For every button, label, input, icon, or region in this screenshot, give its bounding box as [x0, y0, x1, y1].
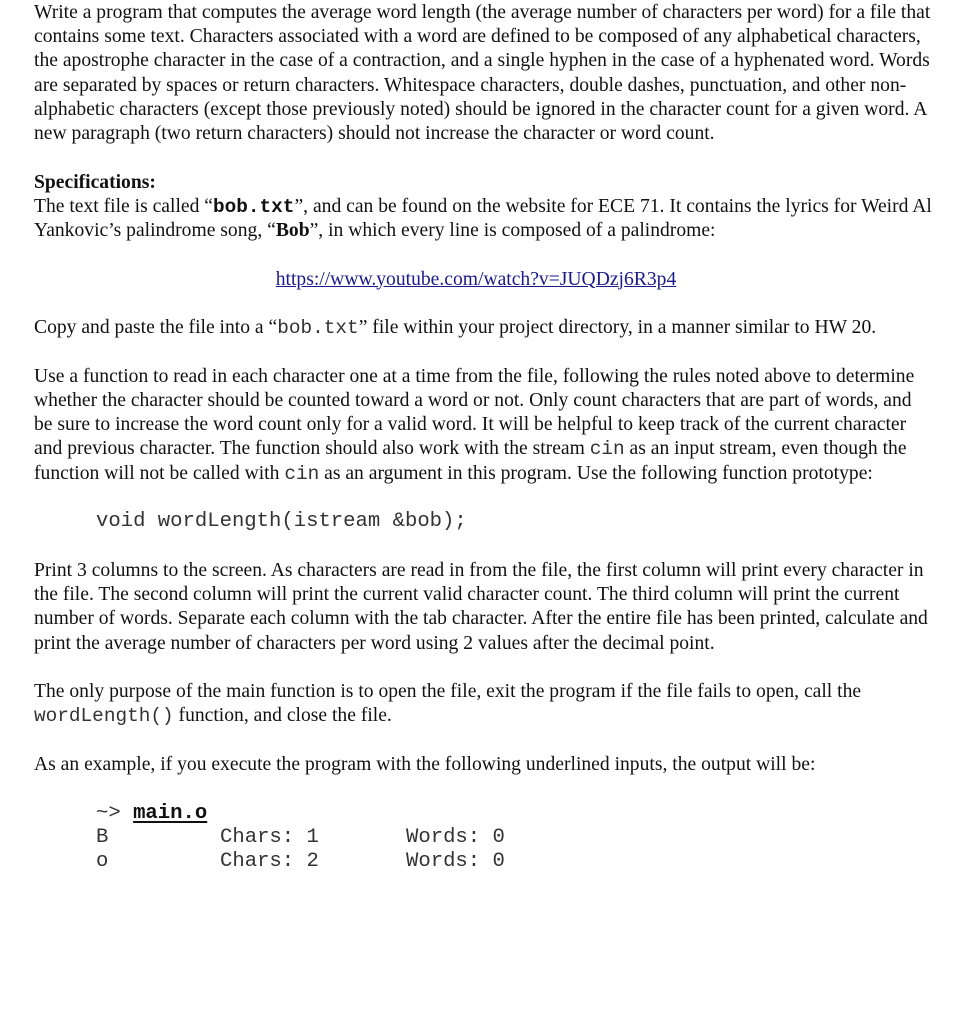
- output-word-count: Words: 0: [406, 850, 505, 874]
- function-text-3: as an argument in this program. Use the following function prototype:: [319, 462, 873, 484]
- terminal-prompt: ~>: [96, 801, 134, 825]
- specifications-paragraph: [34, 195, 934, 243]
- example-terminal-output: [96, 802, 934, 875]
- song-title: Bob: [275, 220, 310, 242]
- copy-text-1: Copy and paste the file into a “: [34, 317, 278, 339]
- main-paragraph: [34, 680, 934, 728]
- copy-paragraph: [34, 316, 934, 340]
- copy-text-2: ” file within your project directory, in a manner similar to HW 20.: [358, 317, 877, 339]
- terminal-output-row: [96, 850, 934, 874]
- spec-text-2: ”, and can be found on the website for ECE 71. It contains the lyrics for Weird Al Yankovic’s palindrome song, “: [34, 195, 932, 242]
- filename-bob-txt-2: bob.txt: [277, 317, 359, 340]
- function-text-2: as an input stream, even though the function will not be called with: [34, 438, 907, 484]
- function-prototype: void wordLength(istream &bob);: [96, 510, 467, 534]
- intro-paragraph: Write a program that computes the average word length (the average number of characters per word) for a file that contains some text. Characters associated with a word are defined to be composed of any alphabetical characters, the apostrophe character in the case of a contraction, and a single hyphen in the case of a hyphenated word. Words are separated by spaces or return characters. Whitespace characters, double dashes, punctuation, and other non-alphabetic characters (except those previously noted) should be ignored in the character count for a given word. A new paragraph (two return characters) should not increase the character or word count.: [34, 2, 931, 145]
- assignment-document: [34, 1, 934, 875]
- code-cin-1: cin: [589, 438, 625, 461]
- video-link-line: [34, 268, 934, 292]
- example-intro: As an example, if you execute the program with the following underlined inputs, the output will be:: [34, 754, 816, 775]
- output-word-count: Words: 0: [406, 825, 505, 849]
- function-paragraph: [34, 365, 934, 486]
- print-paragraph: Print 3 columns to the screen. As characters are read in from the file, the first column will print every character in the file. The second column will print the current valid character count. The third column will print the current number of words. Separate each column with the tab character. After the entire file has been printed, calculate and print the average number of characters per word using 2 values after the decimal point.: [34, 560, 928, 654]
- code-cin-2: cin: [284, 462, 320, 485]
- output-char-count: Chars: 1: [220, 825, 319, 849]
- function-text-1: Use a function to read in each character one at a time from the file, following the rules noted above to determine whether the character should be counted toward a word or not. Only count characters that are part of words, and be sure to increase the word count only for a valid word. It will be helpful to keep track of the current character and previous character. The function should also work with the stream: [34, 365, 915, 460]
- spec-text-3: ”, in which every line is composed of a palindrome:: [309, 220, 716, 242]
- terminal-output-row: [96, 826, 934, 850]
- spec-text-1: The text file is called “: [34, 195, 213, 217]
- output-char: B: [96, 825, 109, 849]
- output-char: o: [96, 850, 109, 874]
- youtube-link[interactable]: https://www.youtube.com/watch?v=JUQDzj6R3p4: [275, 268, 677, 290]
- output-char-count: Chars: 2: [220, 850, 319, 874]
- specifications-heading: Specifications:: [34, 171, 156, 193]
- filename-bob-txt: bob.txt: [212, 195, 295, 218]
- main-text-2: function, and close the file.: [173, 705, 392, 727]
- terminal-command-line: [96, 802, 934, 826]
- main-text-1: The only purpose of the main function is to open the file, exit the program if the file fails to open, call the: [34, 681, 862, 703]
- code-wordlength: wordLength(): [34, 705, 174, 728]
- terminal-input: main.o: [133, 801, 208, 825]
